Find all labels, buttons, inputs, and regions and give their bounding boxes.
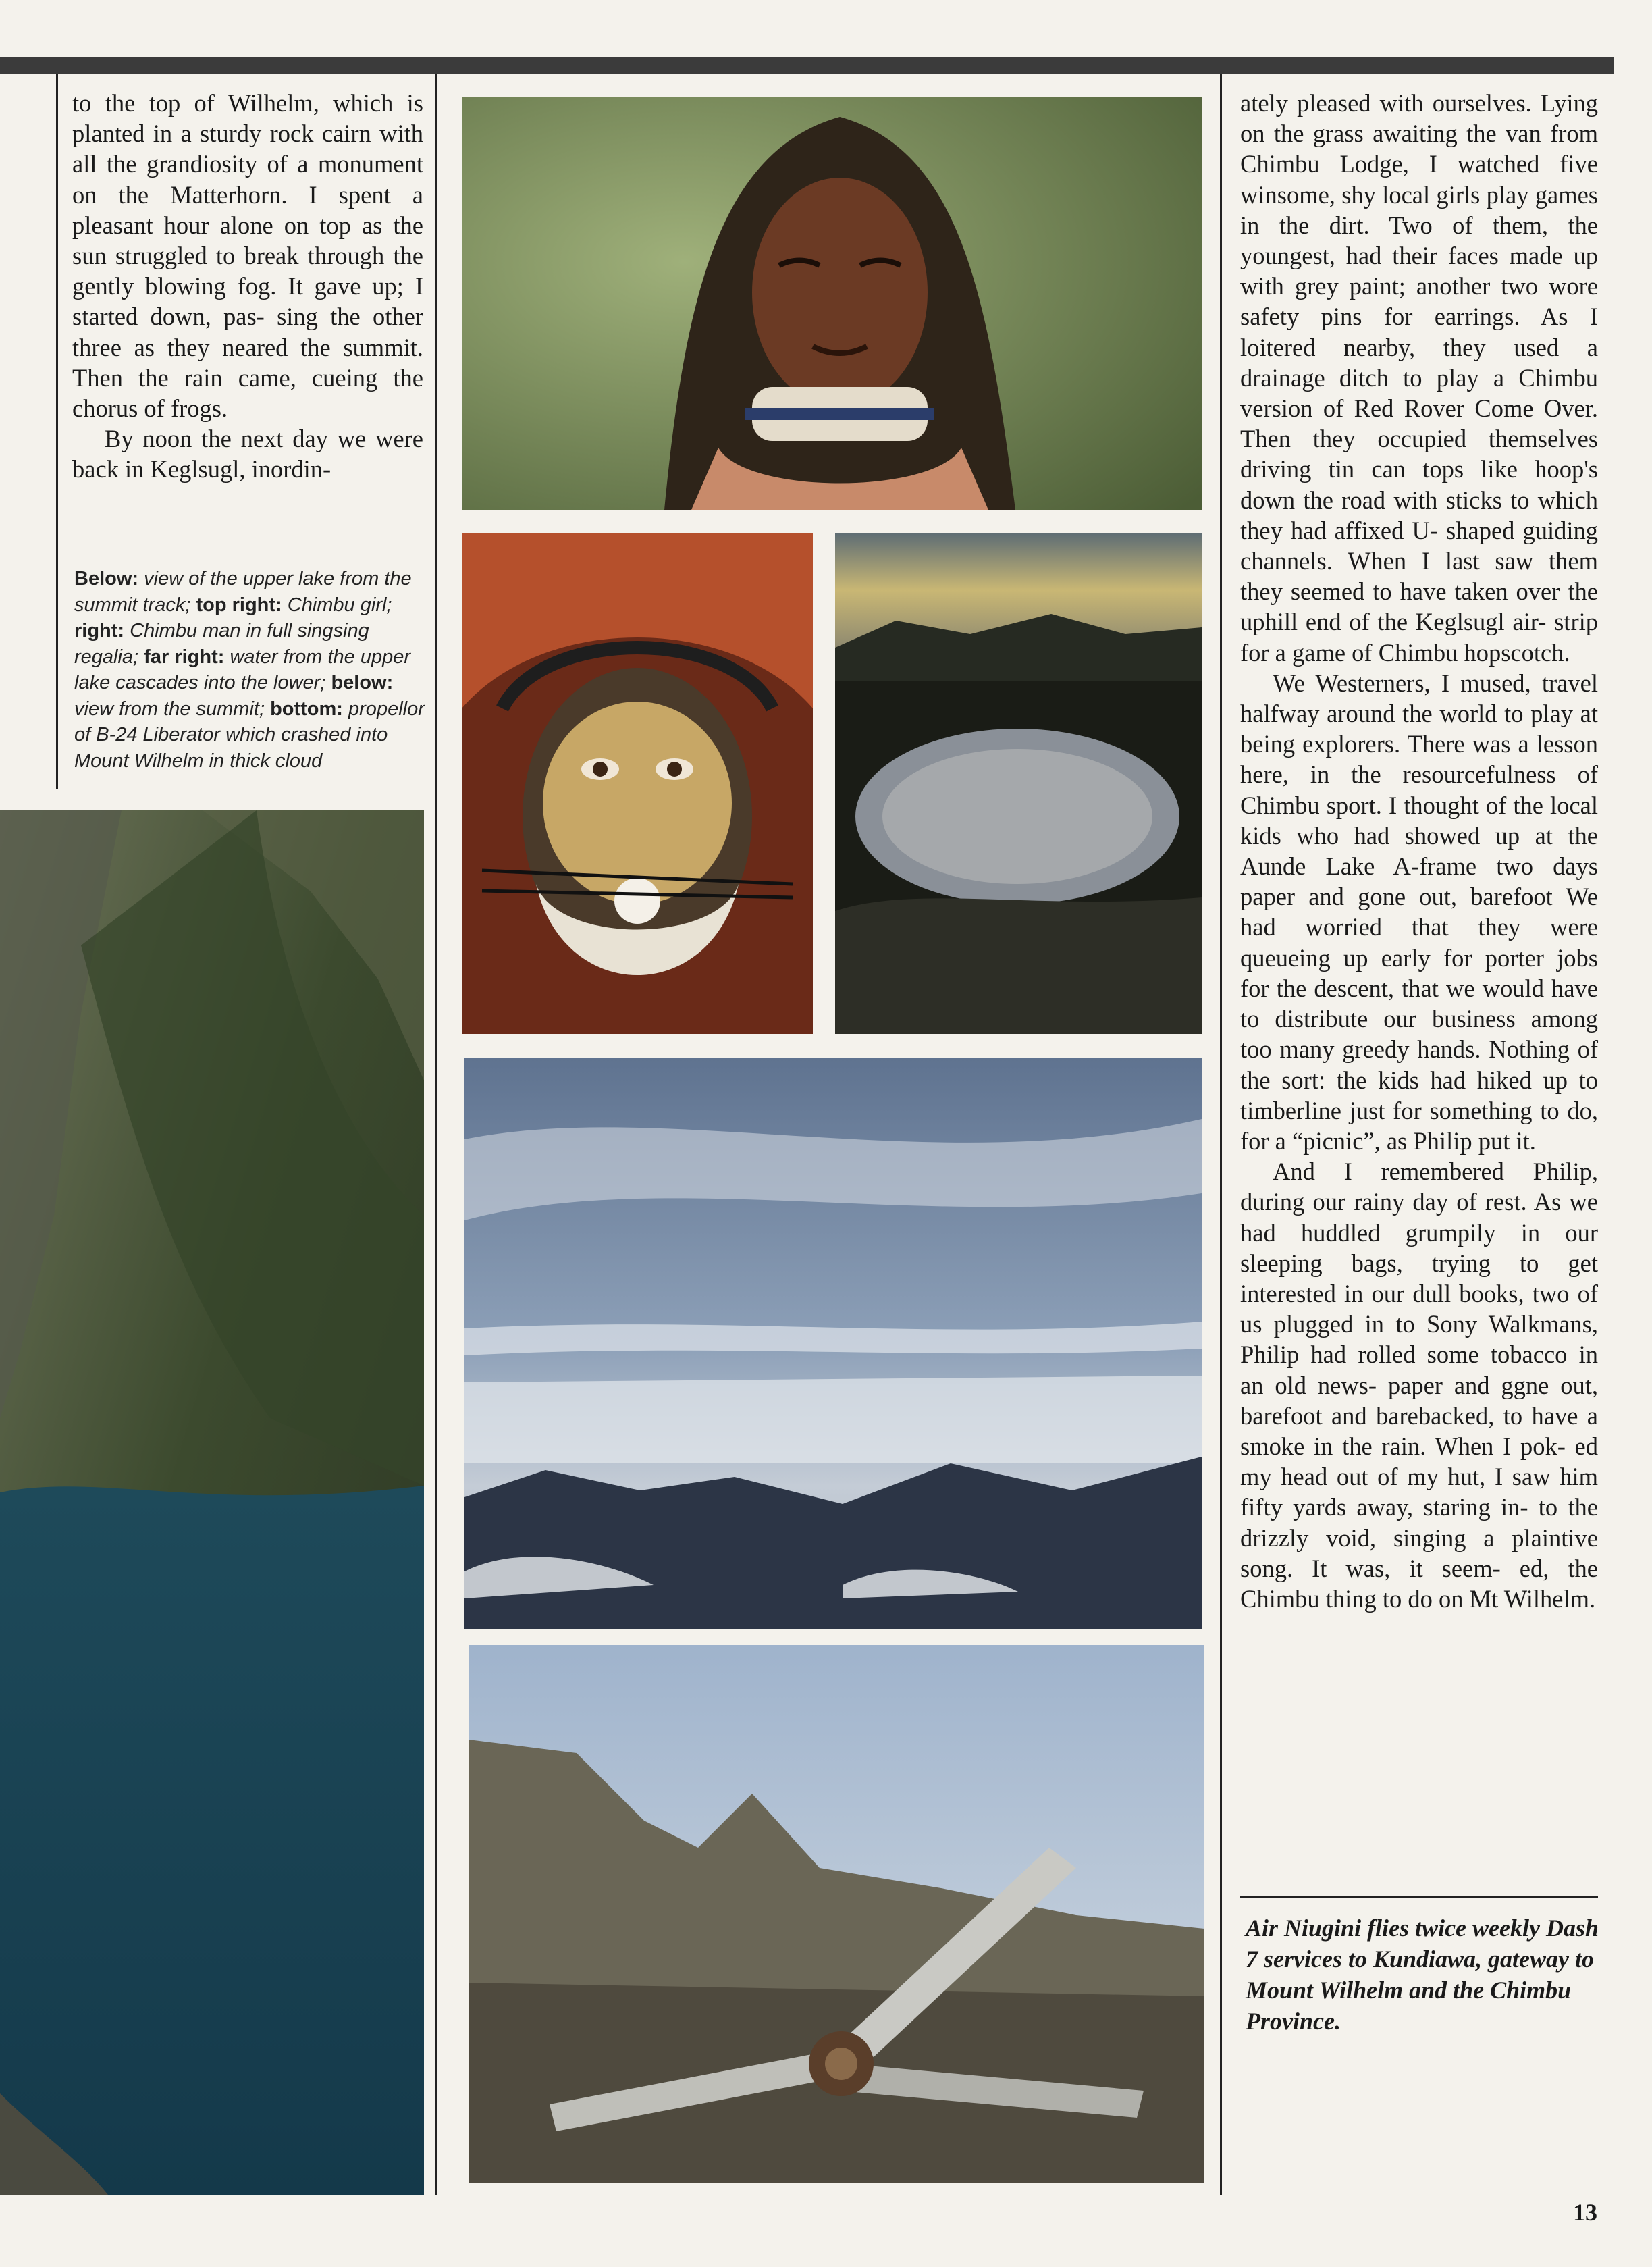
- caption-label: far right:: [144, 646, 225, 668]
- left-column-text: [72, 88, 423, 485]
- caption-text: view from the summit;: [74, 698, 271, 720]
- caption-text: Chimbu girl;: [282, 594, 392, 616]
- propellor-photo: [469, 1645, 1204, 2183]
- photo-caption: [74, 566, 432, 774]
- right-column-text: [1240, 88, 1598, 1614]
- paragraph: And I remembered Philip, during our rainy day of rest. As we had huddled grumpily in our sleeping bags, trying to get interested in our dull books, two of us plugged in to Sony Walkmans, Philip had rolled some tobacco in an old news- paper and ggne out, barefoot and barebacked, to have a smoke in the rain. When I pok- ed my head out of my hut, I saw him fifty yards away, staring in- to the drizzly void, singing a plaintive song. It was, it seem- ed, the Chimbu thing to do on Mt Wilhelm.: [1240, 1157, 1598, 1613]
- paragraph: By noon the next day we were back in Keglsugl, inordin-: [72, 425, 423, 484]
- footnote: Air Niugini flies twice weekly Dash 7 services to Kundiawa, gateway to Mount Wilhelm and the Chimbu Province.: [1246, 1914, 1599, 2035]
- footnote-rule: [1240, 1896, 1598, 1898]
- caption-text: propellor of B-24 Liberator which crashed into Mount Wilhelm in thick cloud: [74, 698, 425, 772]
- upper-lake-photo: [0, 810, 424, 2195]
- gutter-rule-right: [1220, 74, 1222, 2195]
- left-column-rule: [56, 74, 58, 789]
- singsing-man-photo: [462, 533, 813, 1034]
- chimbu-girl-photo: [462, 97, 1202, 510]
- page-number: 13: [1573, 2199, 1597, 2226]
- caption-label: below:: [331, 672, 394, 694]
- caption-label: bottom:: [270, 698, 343, 720]
- gutter-rule-left: [435, 74, 437, 2195]
- caption-text: Chimbu man in full singsing regalia;: [74, 620, 369, 668]
- top-rule: [0, 57, 1614, 74]
- caption-label: right:: [74, 620, 125, 642]
- paragraph: ately pleased with ourselves. Lying on the grass awaiting the van from Chimbu Lodge, I watched five winsome, shy local girls play games in the dirt. Two of them, the youngest, had their faces made up with grey paint; another two wore safety pins for earrings. As I loitered nearby, they used a drainage ditch to play a Chimbu version of Red Rover Come Over. Then they occupied themselves driving tin can tops like hoop's down the road with sticks to which they had affixed U- shaped guiding channels. When I last saw them they seemed to have taken over the uphill end of the Keglsugl air- strip for a game of Chimbu hopscotch.: [1240, 89, 1598, 667]
- lake-cascade-photo: [835, 533, 1202, 1034]
- paragraph: to the top of Wilhelm, which is planted in a sturdy rock cairn with all the grandiosity of a monument on the Matterhorn. I spent a pleasant hour alone on top as the sun struggled to break through the gently blowing fog. It gave up; I started down, pas- sing the other three as they neared the summit. Then the rain came, cueing the chorus of frogs.: [72, 89, 423, 423]
- caption-label: top right:: [196, 594, 282, 616]
- caption-label: Below:: [74, 568, 139, 590]
- caption-text: water from the upper lake cascades into the lower;: [74, 646, 411, 694]
- caption-text: view of the upper lake from the summit track;: [74, 568, 412, 616]
- summit-view-photo: [464, 1058, 1202, 1629]
- paragraph: We Westerners, I mused, travel halfway around the world to play at being explorers. There was a lesson here, in the resourcefulness of Chimbu sport. I thought of the local kids who had showed up at the Aunde Lake A-frame two days paper and gone out, barefoot We had worried that they were queueing up early for porter jobs for the descent, that we would have to distribute our business among too many greedy hands. Nothing of the sort: the kids had hiked up to timberline just for something to do, for a “picnic”, as Philip put it.: [1240, 669, 1598, 1155]
